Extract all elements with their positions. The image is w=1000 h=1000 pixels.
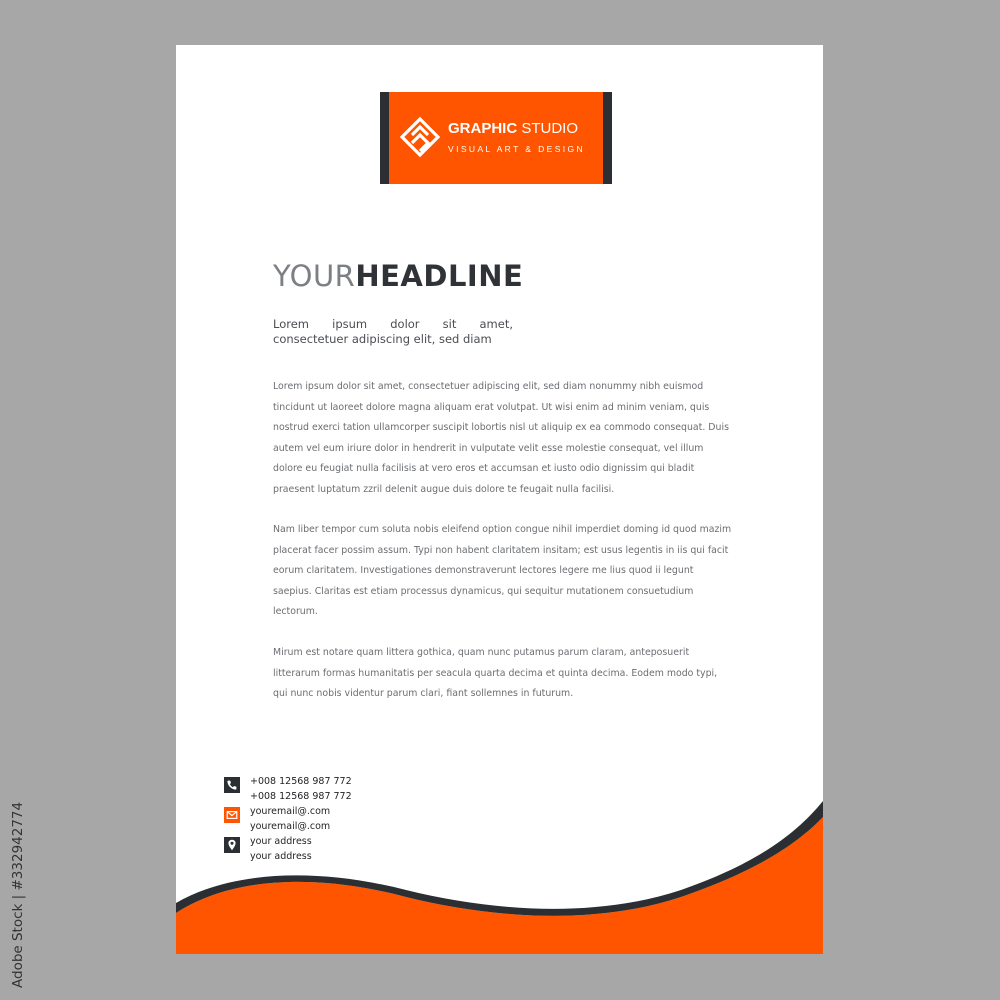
watermark-text: Adobe Stock | #332942774 [10, 801, 26, 988]
email-line-1[interactable]: youremail@.com [250, 806, 331, 817]
address-line-2: your address [250, 850, 312, 862]
address-line-1: your address [250, 836, 312, 847]
footer-wave-orange [176, 817, 823, 954]
phone-line-2: +008 12568 987 772 [250, 790, 352, 802]
letterhead-page [176, 45, 823, 954]
footer-wave [176, 45, 823, 954]
subheadline: Lorem ipsum dolor sit amet, consectetuer adipiscing elit, sed diam [273, 317, 513, 346]
body-paragraph-2: Nam liber tempor cum soluta nobis eleifend option congue nihil imperdiet doming id quod mazim placerat facer possim assum. Typi non habent claritatem insitam; est usus legentis in iis qui facit eorum claritatem. Investigationes demonstraverunt lectores legere me lius quod ii legunt saepius. Claritas est etiam processus dynamicus, qui sequitur mutationem consuetudium lectorum. [273, 524, 732, 618]
body-paragraph-1: Lorem ipsum dolor sit amet, consectetuer adipiscing elit, sed diam nonummy nibh euismod tincidunt ut laoreet dolore magna aliquam erat volutpat. Ut wisi enim ad minim veniam, quis nostrud exerci tation ullamcorper suscipit lobortis nisl ut aliquip ex ea commodo consequat. Duis autem vel eum iriure dolor in hendrerit in vulputate velit esse molestie consequat, vel illum dolore eu feugiat nulla facilisis at vero eros et accumsan et iusto odio dignissim qui bladit praesent luptatum zzril delenit augue duis dolore te feugait nulla facilisi. [273, 381, 729, 495]
headline-light: YOUR [273, 259, 356, 293]
logo-subtitle: VISUAL ART & DESIGN [448, 144, 586, 154]
email-line-2[interactable]: youremail@.com [250, 820, 331, 832]
body-paragraph-3: Mirum est notare quam littera gothica, quam nunc putamus parum claram, anteposuerit litterarum formas humanitatis per seacula quarta decima et quinta decima. Eodem modo typi, qui nunc nobis videntur parum clari, fiant sollemnes in futurum. [273, 647, 718, 700]
phone-line-1: +008 12568 987 772 [250, 776, 352, 787]
headline-bold: HEADLINE [355, 259, 524, 293]
logo-title-light: STUDIO [521, 120, 579, 137]
logo-title-bold: GRAPHIC [448, 120, 518, 137]
